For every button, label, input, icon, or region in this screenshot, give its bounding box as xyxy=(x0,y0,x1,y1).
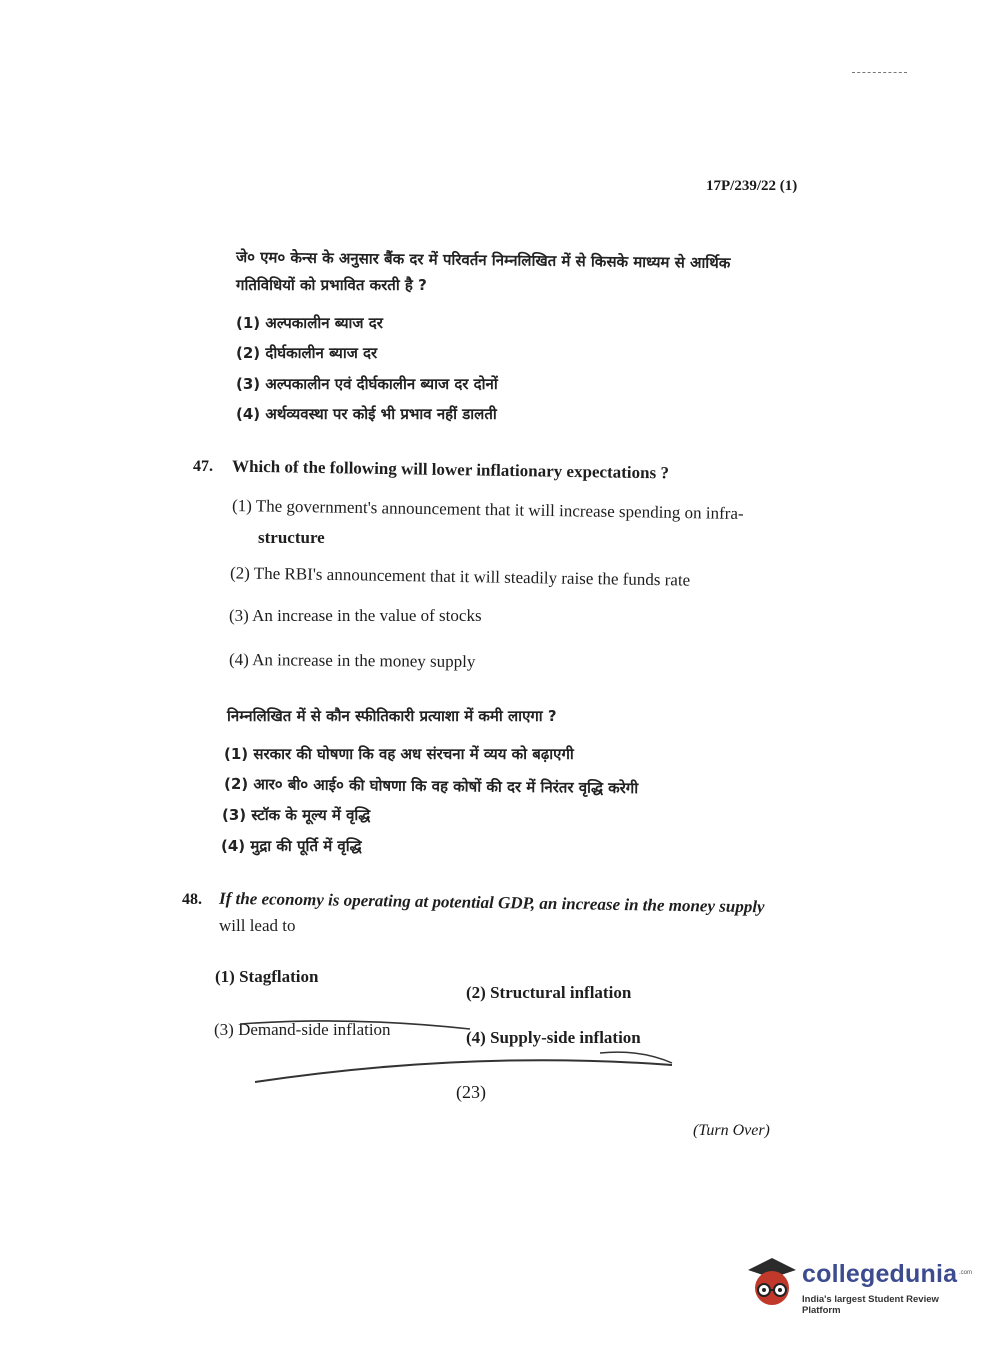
q47-option-1: (1) The government's announcement that it will increase spending on infra- xyxy=(231,495,744,524)
q48-stem-line2: will lead to xyxy=(219,916,296,935)
q46-hindi-stem-line2: गतिविधियों को प्रभावित करती है ? xyxy=(236,276,427,294)
q48-option-1: (1) Stagflation xyxy=(215,967,319,986)
q47-stem: Which of the following will lower inflationary expectations ? xyxy=(231,456,670,483)
q46-hindi-option-3: (3) अल्पकालीन एवं दीर्घकालीन ब्याज दर दोनों xyxy=(236,375,498,393)
brand-name: collegedunia xyxy=(802,1260,958,1288)
q46-hindi-stem-line1: जे० एम० केन्स के अनुसार बैंक दर में परिवर्तन निम्नलिखित में से किसके माध्यम से आर्थिक xyxy=(235,247,731,273)
q47-option-2: (2) The RBI's announcement that it will steadily raise the funds rate xyxy=(229,563,691,590)
q46-hindi-option-1: (1) अल्पकालीन ब्याज दर xyxy=(236,314,383,332)
page-number: (23) xyxy=(456,1082,486,1102)
q47-number: 47. xyxy=(193,458,213,475)
q48-option-3: (3) Demand-side inflation xyxy=(214,1020,391,1039)
q47-option-3: (3) An increase in the value of stocks xyxy=(229,606,482,625)
brand-domain: .com xyxy=(959,1270,973,1276)
q48-option-4: (4) Supply-side inflation xyxy=(466,1028,641,1047)
student-mascot-icon xyxy=(742,1248,800,1312)
q46-hindi-option-4: (4) अर्थव्यवस्था पर कोई भी प्रभाव नहीं डालती xyxy=(236,405,497,423)
collegedunia-logo xyxy=(742,1248,973,1316)
q47-hindi-option-3: (3) स्टॉक के मूल्य में वृद्धि xyxy=(222,806,371,824)
q48-number: 48. xyxy=(182,891,202,908)
paper-code: 17P/239/22 (1) xyxy=(706,178,798,194)
q48-stem-line1: If the economy is operating at potential GDP, an increase in the money supply xyxy=(218,888,765,917)
turn-over: (Turn Over) xyxy=(693,1122,770,1139)
q47-option-4: (4) An increase in the money supply xyxy=(228,649,476,672)
brand-tagline: India's largest Student Review Platform xyxy=(802,1294,939,1316)
q48-option-2: (2) Structural inflation xyxy=(466,983,632,1002)
q47-hindi-stem: निम्नलिखित में से कौन स्फीतिकारी प्रत्याशा में कमी लाएगा ? xyxy=(227,707,557,725)
q47-option-1-cont: structure xyxy=(258,528,325,547)
q47-hindi-option-4: (4) मुद्रा की पूर्ति में वृद्धि xyxy=(221,837,362,855)
q47-hindi-option-2: (2) आर० बी० आई० की घोषणा कि वह कोषों की दर में निरंतर वृद्धि करेगी xyxy=(223,774,639,798)
q47-hindi-option-1: (1) सरकार की घोषणा कि वह अध संरचना में व्यय को बढ़ाएगी xyxy=(224,745,574,763)
q46-hindi-option-2: (2) दीर्घकालीन ब्याज दर xyxy=(236,344,378,362)
